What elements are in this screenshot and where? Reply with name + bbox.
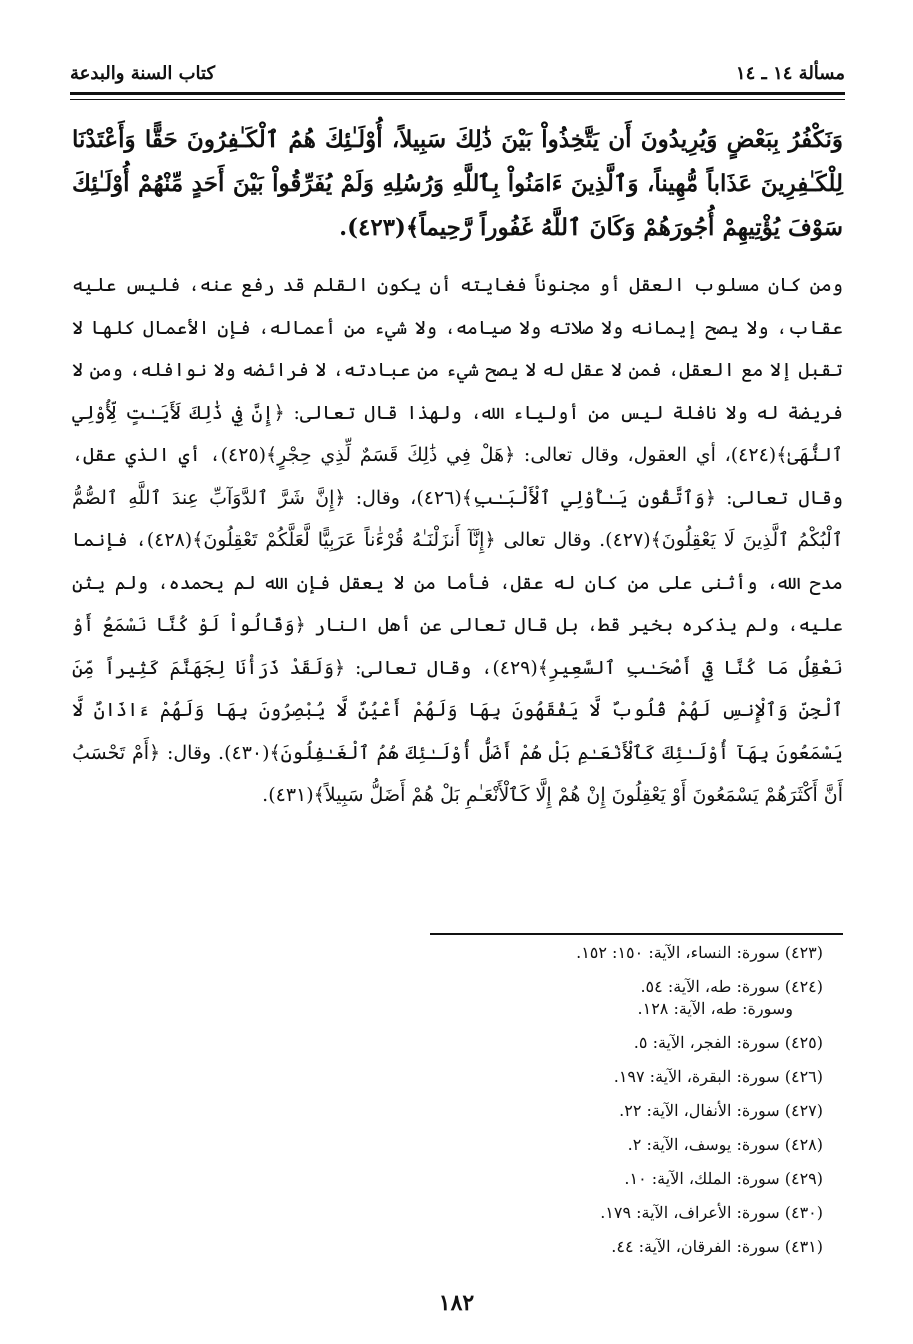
footnote-item — [280, 1100, 823, 1122]
footnote-item — [280, 1236, 823, 1258]
footnote-text: (٤٢٤) سورة: طه، الآية: ٥٤. — [640, 977, 823, 996]
footnote-item — [280, 1032, 823, 1054]
footnote-item — [280, 1202, 823, 1224]
footnote-item — [280, 942, 823, 964]
footnote-separator — [430, 933, 843, 935]
footnote-item — [280, 976, 823, 1020]
footnote-text: (٤٢٨) سورة: يوسف، الآية: ٢. — [627, 1135, 823, 1154]
header-rule-thin — [70, 99, 845, 100]
footnote-item — [280, 1134, 823, 1156]
footnote-text: (٤٢٩) سورة: الملك، الآية: ١٠. — [624, 1169, 823, 1188]
footnote-text: (٤٢٣) سورة: النساء، الآية: ١٥٠: ١٥٢. — [576, 943, 823, 962]
header-book-title: كتاب السنة والبدعة — [70, 62, 216, 84]
header-rule-thick — [70, 92, 845, 95]
footnotes-list — [280, 942, 823, 1270]
footnote-text: (٤٢٥) سورة: الفجر، الآية: ٥. — [633, 1033, 823, 1052]
footnote-text: (٤٢٦) سورة: البقرة، الآية: ١٩٧. — [613, 1067, 823, 1086]
footnote-subtext: وسورة: طه، الآية: ١٢٨. — [637, 999, 793, 1018]
quran-verse-block: وَنَكْفُرُ بِبَعْضٍ وَيُرِيدُونَ أَن يَتَّخِذُواْ بَيْنَ ذَٰلِكَ سَبِيلاً، أُوْلَـٰئِكَ هُمُ ٱلْكَـٰفِرُونَ حَقًّا وَأَعْتَدْنَا لِلْكَـٰفِرِينَ عَذَاباً مُّهِيناً، وَٱلَّذِينَ ءَامَنُواْ بِٱللَّهِ وَرُسُلِهِ وَلَمْ يُفَرِّقُواْ بَيْنَ أَحَدٍ مِّنْهُمْ أُوْلَـٰئِكَ سَوْفَ يُؤْتِيهِمْ أُجُورَهُمْ وَكَانَ ٱللَّهُ غَفُوراً رَّحِيماً﴾(٤٢٣). — [72, 126, 843, 241]
footnote-text: (٤٣١) سورة: الفرقان، الآية: ٤٤. — [611, 1237, 823, 1256]
footnote-text: (٤٢٧) سورة: الأنفال، الآية: ٢٢. — [619, 1101, 823, 1120]
header-issue-number: مسألة ١٤ ـ ١٤ — [735, 62, 845, 84]
body-paragraph: ومن كان مسلوب العقل أو مجنوناً فغايته أن يكون القلم قد رفع عنه، فليس عليه عقاب، ولا يصح إيمانه ولا صلاته ولا صيامه، ولا شيء من أعماله، فإن الأعمال كلها لا تقبل إلا مع العقل، فمن لا عقل له لا يصح شيء من عبادته، لا فرائضه ولا نوافله، ومن لا فريضة له ولا نافلة ليس من أولياء الله، ولهذا قال تعالى: ﴿إِنَّ فِي ذَٰلِكَ لَأَيَـٰتٍ لِّأُوْلِي ٱلنُّهَىٰ﴾(٤٢٤)، أي العقول، وقال تعالى: ﴿هَلْ فِي ذَٰلِكَ قَسَمٌ لِّذِي حِجْرٍ﴾(٤٢٥)، أي الذي عقل، وقال تعالى: ﴿وَٱتَّقُونِ يَـٰأُوْلِي ٱلْأَلْبَـٰبِ﴾(٤٢٦)، وقال: ﴿إِنَّ شَرَّ ٱلدَّوَآبِّ عِندَ ٱللَّهِ ٱلصُّمُّ ٱلْبُكْمُ ٱلَّذِينَ لَا يَعْقِلُونَ﴾(٤٢٧). وقال تعالى ﴿إِنَّآ أَنزَلْنَـٰهُ قُرْءَٰناً عَرَبِيًّا لَّعَلَّكُمْ تَعْقِلُونَ﴾(٤٢٨)، فإنما مدح الله، وأثنى على من كان له عقل، فأما من لا يعقل فإن الله لم يحمده، ولم يثن عليه، ولم يذكره بخير قط، بل قال تعالى عن أهل النار ﴿وَقَالُواْ لَوْ كُنَّا نَسْمَعُ أَوْ نَعْقِلُ مَا كُنَّا فِيٓ أَصْحَـٰبِ ٱلسَّعِيرِ﴾(٤٢٩)، وقال تعالى: ﴿وَلَقَدْ ذَرَأْنَا لِجَهَنَّمَ كَثِيراً مِّنَ ٱلْجِنِّ وَٱلْإِنسِ لَهُمْ قُلُوبٌ لَّا يَفْقَهُونَ بِهَا وَلَهُمْ أَعْيُنٌ لَّا يُبْصِرُونَ بِهَا وَلَهُمْ ءَاذَانٌ لَّا يَسْمَعُونَ بِهَآ أُوْلَـٰئِكَ كَٱلْأَنْعَـٰمِ بَلْ هُمْ أَضَلُّ أُوْلَـٰئِكَ هُمُ ٱلْغَـٰفِلُونَ﴾(٤٣٠). وقال: ﴿أَمْ تَحْسَبُ أَنَّ أَكْثَرَهُمْ يَسْمَعُونَ أَوْ يَعْقِلُونَ إِنْ هُمْ إِلَّا كَٱلْأَنْعَـٰمِ بَلْ هُمْ أَضَلُّ سَبِيلاً﴾(٤٣١). — [72, 274, 843, 806]
footnote-item — [280, 1168, 823, 1190]
page-number: ١٨٢ — [438, 1290, 475, 1316]
footnote-item — [280, 1066, 823, 1088]
running-header — [70, 58, 845, 88]
footnote-text: (٤٣٠) سورة: الأعراف، الآية: ١٧٩. — [600, 1203, 823, 1222]
